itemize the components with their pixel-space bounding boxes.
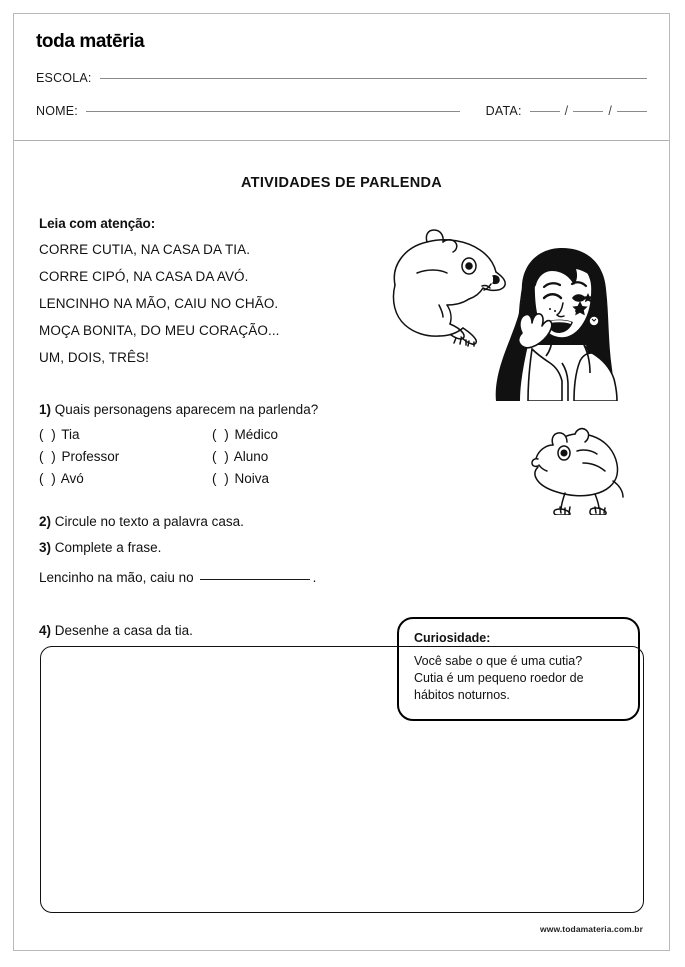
date-separator-1: / xyxy=(564,104,569,118)
parlenda-poem xyxy=(39,242,280,377)
school-input-line[interactable] xyxy=(100,77,647,79)
question-3-number: 3) xyxy=(39,540,52,555)
name-label: NOME: xyxy=(36,104,78,118)
poem-line: UM, DOIS, TRÊS! xyxy=(39,350,150,365)
checkbox-aluno[interactable]: ( ) xyxy=(212,449,231,464)
checkbox-tia[interactable]: ( ) xyxy=(39,427,58,442)
question-1-options xyxy=(39,427,318,486)
question-4 xyxy=(39,623,193,638)
option-noiva[interactable] xyxy=(212,471,318,486)
date-separator-2: / xyxy=(608,104,612,118)
callout-title: Curiosidade: xyxy=(414,631,491,645)
question-1-text xyxy=(39,402,318,417)
date-label: DATA: xyxy=(485,104,522,118)
checkbox-professor[interactable]: ( ) xyxy=(39,449,58,464)
worksheet-page xyxy=(13,13,670,951)
option-label: Aluno xyxy=(233,449,269,464)
agouti-rodent-sitting-illustration xyxy=(517,423,629,515)
fill-in-prefix: Lencinho na mão, caiu no xyxy=(39,570,194,585)
question-2-prompt: Circule no texto a palavra casa. xyxy=(54,514,244,529)
question-3-prompt: Complete a frase. xyxy=(54,540,162,555)
footer-url: www.todamateria.com.br xyxy=(540,924,643,934)
option-avo[interactable] xyxy=(39,471,212,486)
question-4-number: 4) xyxy=(39,623,52,638)
option-label: Professor xyxy=(61,449,120,464)
smiling-girl-illustration xyxy=(462,241,652,401)
checkbox-avo[interactable]: ( ) xyxy=(39,471,58,486)
date-month-input[interactable] xyxy=(573,110,603,112)
school-label: ESCOLA: xyxy=(36,71,92,85)
option-label: Avó xyxy=(60,471,84,486)
poem-line: CORRE CIPÓ, NA CASA DA AVÓ. xyxy=(39,269,249,284)
page-title: ATIVIDADES DE PARLENDA xyxy=(240,175,443,191)
checkbox-medico[interactable]: ( ) xyxy=(212,427,231,442)
question-4-prompt: Desenhe a casa da tia. xyxy=(54,623,193,638)
option-aluno[interactable] xyxy=(212,449,318,464)
brand-logo: toda matēria xyxy=(36,31,145,52)
page-header xyxy=(14,14,669,141)
question-3 xyxy=(39,540,161,555)
option-label: Médico xyxy=(234,427,279,442)
callout-line: Você sabe o que é uma cutia? xyxy=(414,654,583,668)
fill-in-suffix: . xyxy=(312,570,317,585)
reading-instruction: Leia com atenção: xyxy=(39,216,156,231)
date-field-group xyxy=(486,104,647,118)
poem-line: LENCINHO NA MÃO, CAIU NO CHÃO. xyxy=(39,296,279,311)
name-date-field-row xyxy=(36,104,647,118)
option-tia[interactable] xyxy=(39,427,212,442)
drawing-area[interactable] xyxy=(40,646,644,913)
poem-line: MOÇA BONITA, DO MEU CORAÇÃO... xyxy=(39,323,280,338)
poem-line: CORRE CUTIA, NA CASA DA TIA. xyxy=(39,242,251,257)
option-medico[interactable] xyxy=(212,427,318,442)
callout-line: hábitos noturnos. xyxy=(414,688,510,702)
checkbox-noiva[interactable]: ( ) xyxy=(212,471,231,486)
question-3-fill-in xyxy=(39,570,316,585)
question-1 xyxy=(39,402,318,486)
option-label: Noiva xyxy=(234,471,270,486)
worksheet-content xyxy=(14,141,669,950)
option-professor[interactable] xyxy=(39,449,212,464)
callout-line: Cutia é um pequeno roedor de xyxy=(414,671,584,685)
question-1-number: 1) xyxy=(39,402,52,417)
fill-in-blank-input[interactable] xyxy=(200,578,310,580)
option-label: Tia xyxy=(61,427,80,442)
school-field-row xyxy=(36,71,647,85)
question-2 xyxy=(39,514,244,529)
date-year-input[interactable] xyxy=(617,110,647,112)
question-1-prompt: Quais personagens aparecem na parlenda? xyxy=(54,402,319,417)
question-2-number: 2) xyxy=(39,514,52,529)
date-day-input[interactable] xyxy=(530,110,560,112)
name-input-line[interactable] xyxy=(86,110,460,112)
